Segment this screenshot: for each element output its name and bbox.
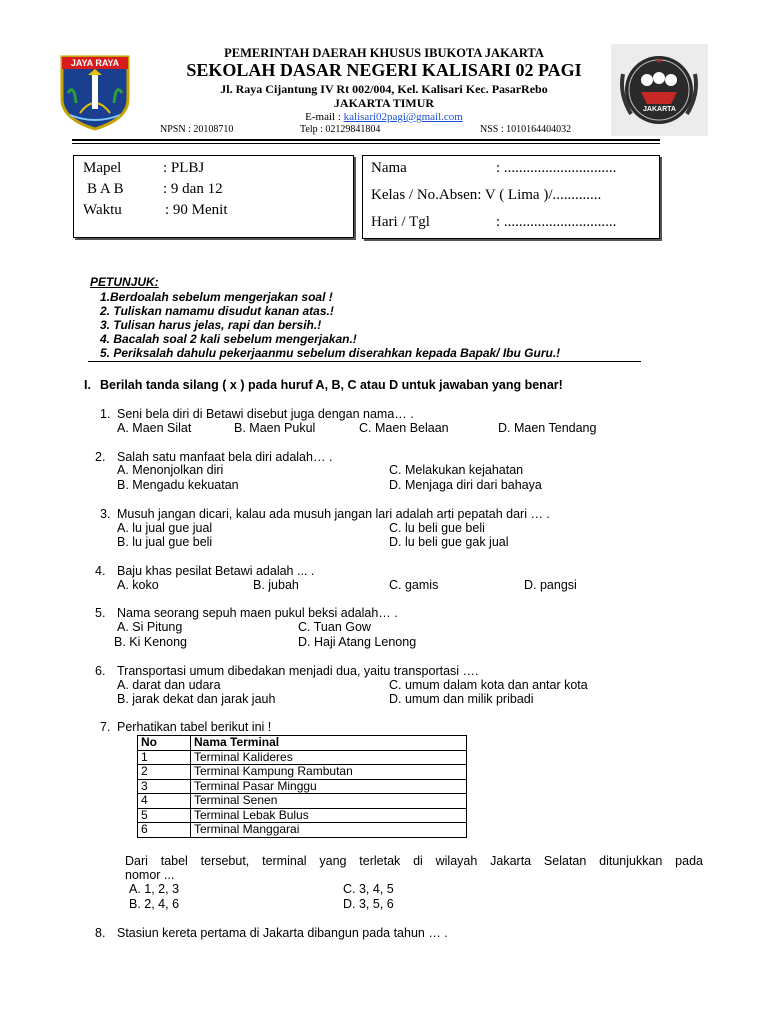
option-c[interactable]: C. lu beli gue beli (389, 521, 485, 535)
question-text: Stasiun kereta pertama di Jakarta dibangun pada tahun … . (117, 926, 448, 940)
cell-terminal: Terminal Manggarai (191, 823, 467, 838)
option-c[interactable]: C. 3, 4, 5 (343, 882, 394, 896)
npsn: NPSN : 20108710 (160, 124, 234, 135)
kelas-absen[interactable]: Kelas / No.Absen: V ( Lima )/............. (371, 187, 602, 203)
question-text: Seni bela diri di Betawi disebut juga dengan nama… . (117, 407, 414, 421)
petunjuk-item: 4. Bacalah soal 2 kali sebelum mengerjakan.! (100, 332, 357, 346)
option-d[interactable]: D. Haji Atang Lenong (298, 635, 417, 649)
cell-no: 5 (138, 808, 191, 823)
school-city: JAKARTA TIMUR (333, 96, 435, 110)
question-number: 7. (100, 720, 111, 734)
petunjuk-item: 2. Tuliskan namamu disudut kanan atas.! (100, 304, 334, 318)
hari-tgl-label: Hari / Tgl (371, 214, 430, 230)
school-address: Jl. Raya Cijantung IV Rt 002/004, Kel. Kalisari Kec. PasarRebo (220, 82, 548, 96)
nss: NSS : 1010164404032 (480, 124, 572, 135)
waktu-value: : 90 Menit (165, 202, 228, 218)
option-c[interactable]: C. gamis (389, 578, 439, 592)
option-b[interactable]: B. Ki Kenong (114, 635, 187, 649)
section-instruction: Berilah tanda silang ( x ) pada huruf A, B, C atau D untuk jawaban yang benar! (100, 378, 563, 392)
hari-tgl-value[interactable]: : .............................. (496, 214, 617, 230)
email-line (0, 111, 768, 123)
petunjuk-item: 3. Tulisan harus jelas, rapi dan bersih.! (100, 318, 322, 332)
badge-label: JAKARTA (643, 106, 676, 113)
cell-terminal: Terminal Kampung Rambutan (191, 765, 467, 780)
option-a[interactable]: A. lu jual gue jual (117, 521, 213, 535)
cell-terminal: Terminal Lebak Bulus (191, 808, 467, 823)
cell-no: 4 (138, 794, 191, 809)
option-d[interactable]: D. pangsi (524, 578, 577, 592)
question-text-continued: nomor ... (125, 868, 175, 882)
government-title: PEMERINTAH DAERAH KHUSUS IBUKOTA JAKARTA (224, 46, 544, 60)
email-link[interactable]: kalisari02pagi@gmail.com (343, 111, 463, 123)
petunjuk-item: 1.Berdoalah sebelum mengerjakan soal ! (100, 290, 333, 304)
question-text: Salah satu manfaat bela diri adalah… . (117, 450, 333, 464)
cell-no: 3 (138, 779, 191, 794)
option-d[interactable]: D. Maen Tendang (498, 421, 597, 435)
nama-label: Nama (371, 160, 407, 176)
question-text: Transportasi umum dibedakan menjadi dua, yaitu transportasi …. (117, 664, 479, 678)
email-label: E-mail : (305, 111, 344, 123)
petunjuk-title: PETUNJUK: (90, 275, 159, 289)
question-text: Baju khas pesilat Betawi adalah ... . (117, 564, 315, 578)
question-text-continued: Dari tabel tersebut, terminal yang terletak di wilayah Jakarta Selatan ditunjukkan pada (125, 854, 703, 868)
nama-value[interactable]: : .............................. (496, 160, 617, 176)
emblem-label: JAYA RAYA (70, 58, 120, 68)
table-row (138, 750, 467, 765)
bab-label: B A B (87, 181, 124, 197)
school-name: SEKOLAH DASAR NEGERI KALISARI 02 PAGI (186, 60, 582, 80)
question-number: 6. (95, 664, 106, 678)
question-number: 4. (95, 564, 106, 578)
petunjuk-underline (88, 361, 641, 362)
option-c[interactable]: C. Maen Belaan (359, 421, 449, 435)
question-number: 3. (100, 507, 111, 521)
question-number: 1. (100, 407, 111, 421)
cell-no: 6 (138, 823, 191, 838)
table-row (138, 823, 467, 838)
cell-terminal: Terminal Pasar Minggu (191, 779, 467, 794)
cell-terminal: Terminal Kalideres (191, 750, 467, 765)
question-number: 2. (95, 450, 106, 464)
option-b[interactable]: B. jubah (253, 578, 299, 592)
option-b[interactable]: B. lu jual gue beli (117, 535, 213, 549)
bab-value: : 9 dan 12 (163, 181, 223, 197)
table-row (138, 794, 467, 809)
cell-terminal: Terminal Senen (191, 794, 467, 809)
mapel-label: Mapel (83, 160, 122, 176)
mapel-value: : PLBJ (163, 160, 205, 176)
option-a[interactable]: A. darat dan udara (117, 678, 221, 692)
option-a[interactable]: A. Maen Silat (117, 421, 192, 435)
option-a[interactable]: A. koko (117, 578, 159, 592)
option-d[interactable]: D. 3, 5, 6 (343, 897, 394, 911)
header-divider (72, 139, 660, 141)
option-d[interactable]: D. umum dan milik pribadi (389, 692, 534, 706)
question-text: Musuh jangan dicari, kalau ada musuh jangan lari adalah arti pepatah dari … . (117, 507, 550, 521)
table-row (138, 765, 467, 780)
petunjuk-item: 5. Periksalah dahulu pekerjaanmu sebelum diserahkan kepada Bapak/ Ibu Guru.! (100, 346, 561, 360)
telephone: Telp : 02129841804 (300, 124, 381, 135)
question-number: 8. (95, 926, 106, 940)
question-text: Nama seorang sepuh maen pukul beksi adalah… . (117, 606, 398, 620)
option-c[interactable]: C. Tuan Gow (298, 620, 371, 634)
question-text: Perhatikan tabel berikut ini ! (117, 720, 272, 734)
question-number: 5. (95, 606, 106, 620)
waktu-label: Waktu (83, 202, 122, 218)
option-d[interactable]: D. Menjaga diri dari bahaya (389, 478, 542, 492)
option-c[interactable]: C. umum dalam kota dan antar kota (389, 678, 588, 692)
section-numeral: I. (84, 378, 91, 392)
header-divider-thin (72, 143, 660, 144)
option-b[interactable]: B. Mengadu kekuatan (117, 478, 239, 492)
column-header-terminal: Nama Terminal (191, 736, 467, 751)
option-a[interactable]: A. Menonjolkan diri (117, 463, 224, 477)
option-b[interactable]: B. Maen Pukul (234, 421, 316, 435)
column-header-no: No (138, 736, 191, 751)
option-c[interactable]: C. Melakukan kejahatan (389, 463, 524, 477)
option-a[interactable]: A. Si Pitung (117, 620, 183, 634)
cell-no: 1 (138, 750, 191, 765)
terminal-table (137, 735, 467, 838)
table-row (138, 808, 467, 823)
option-a[interactable]: A. 1, 2, 3 (129, 882, 180, 896)
table-row (138, 779, 467, 794)
cell-no: 2 (138, 765, 191, 780)
table-header-row (138, 736, 467, 751)
option-d[interactable]: D. lu beli gue gak jual (389, 535, 509, 549)
option-b[interactable]: B. 2, 4, 6 (129, 897, 180, 911)
option-b[interactable]: B. jarak dekat dan jarak jauh (117, 692, 276, 706)
